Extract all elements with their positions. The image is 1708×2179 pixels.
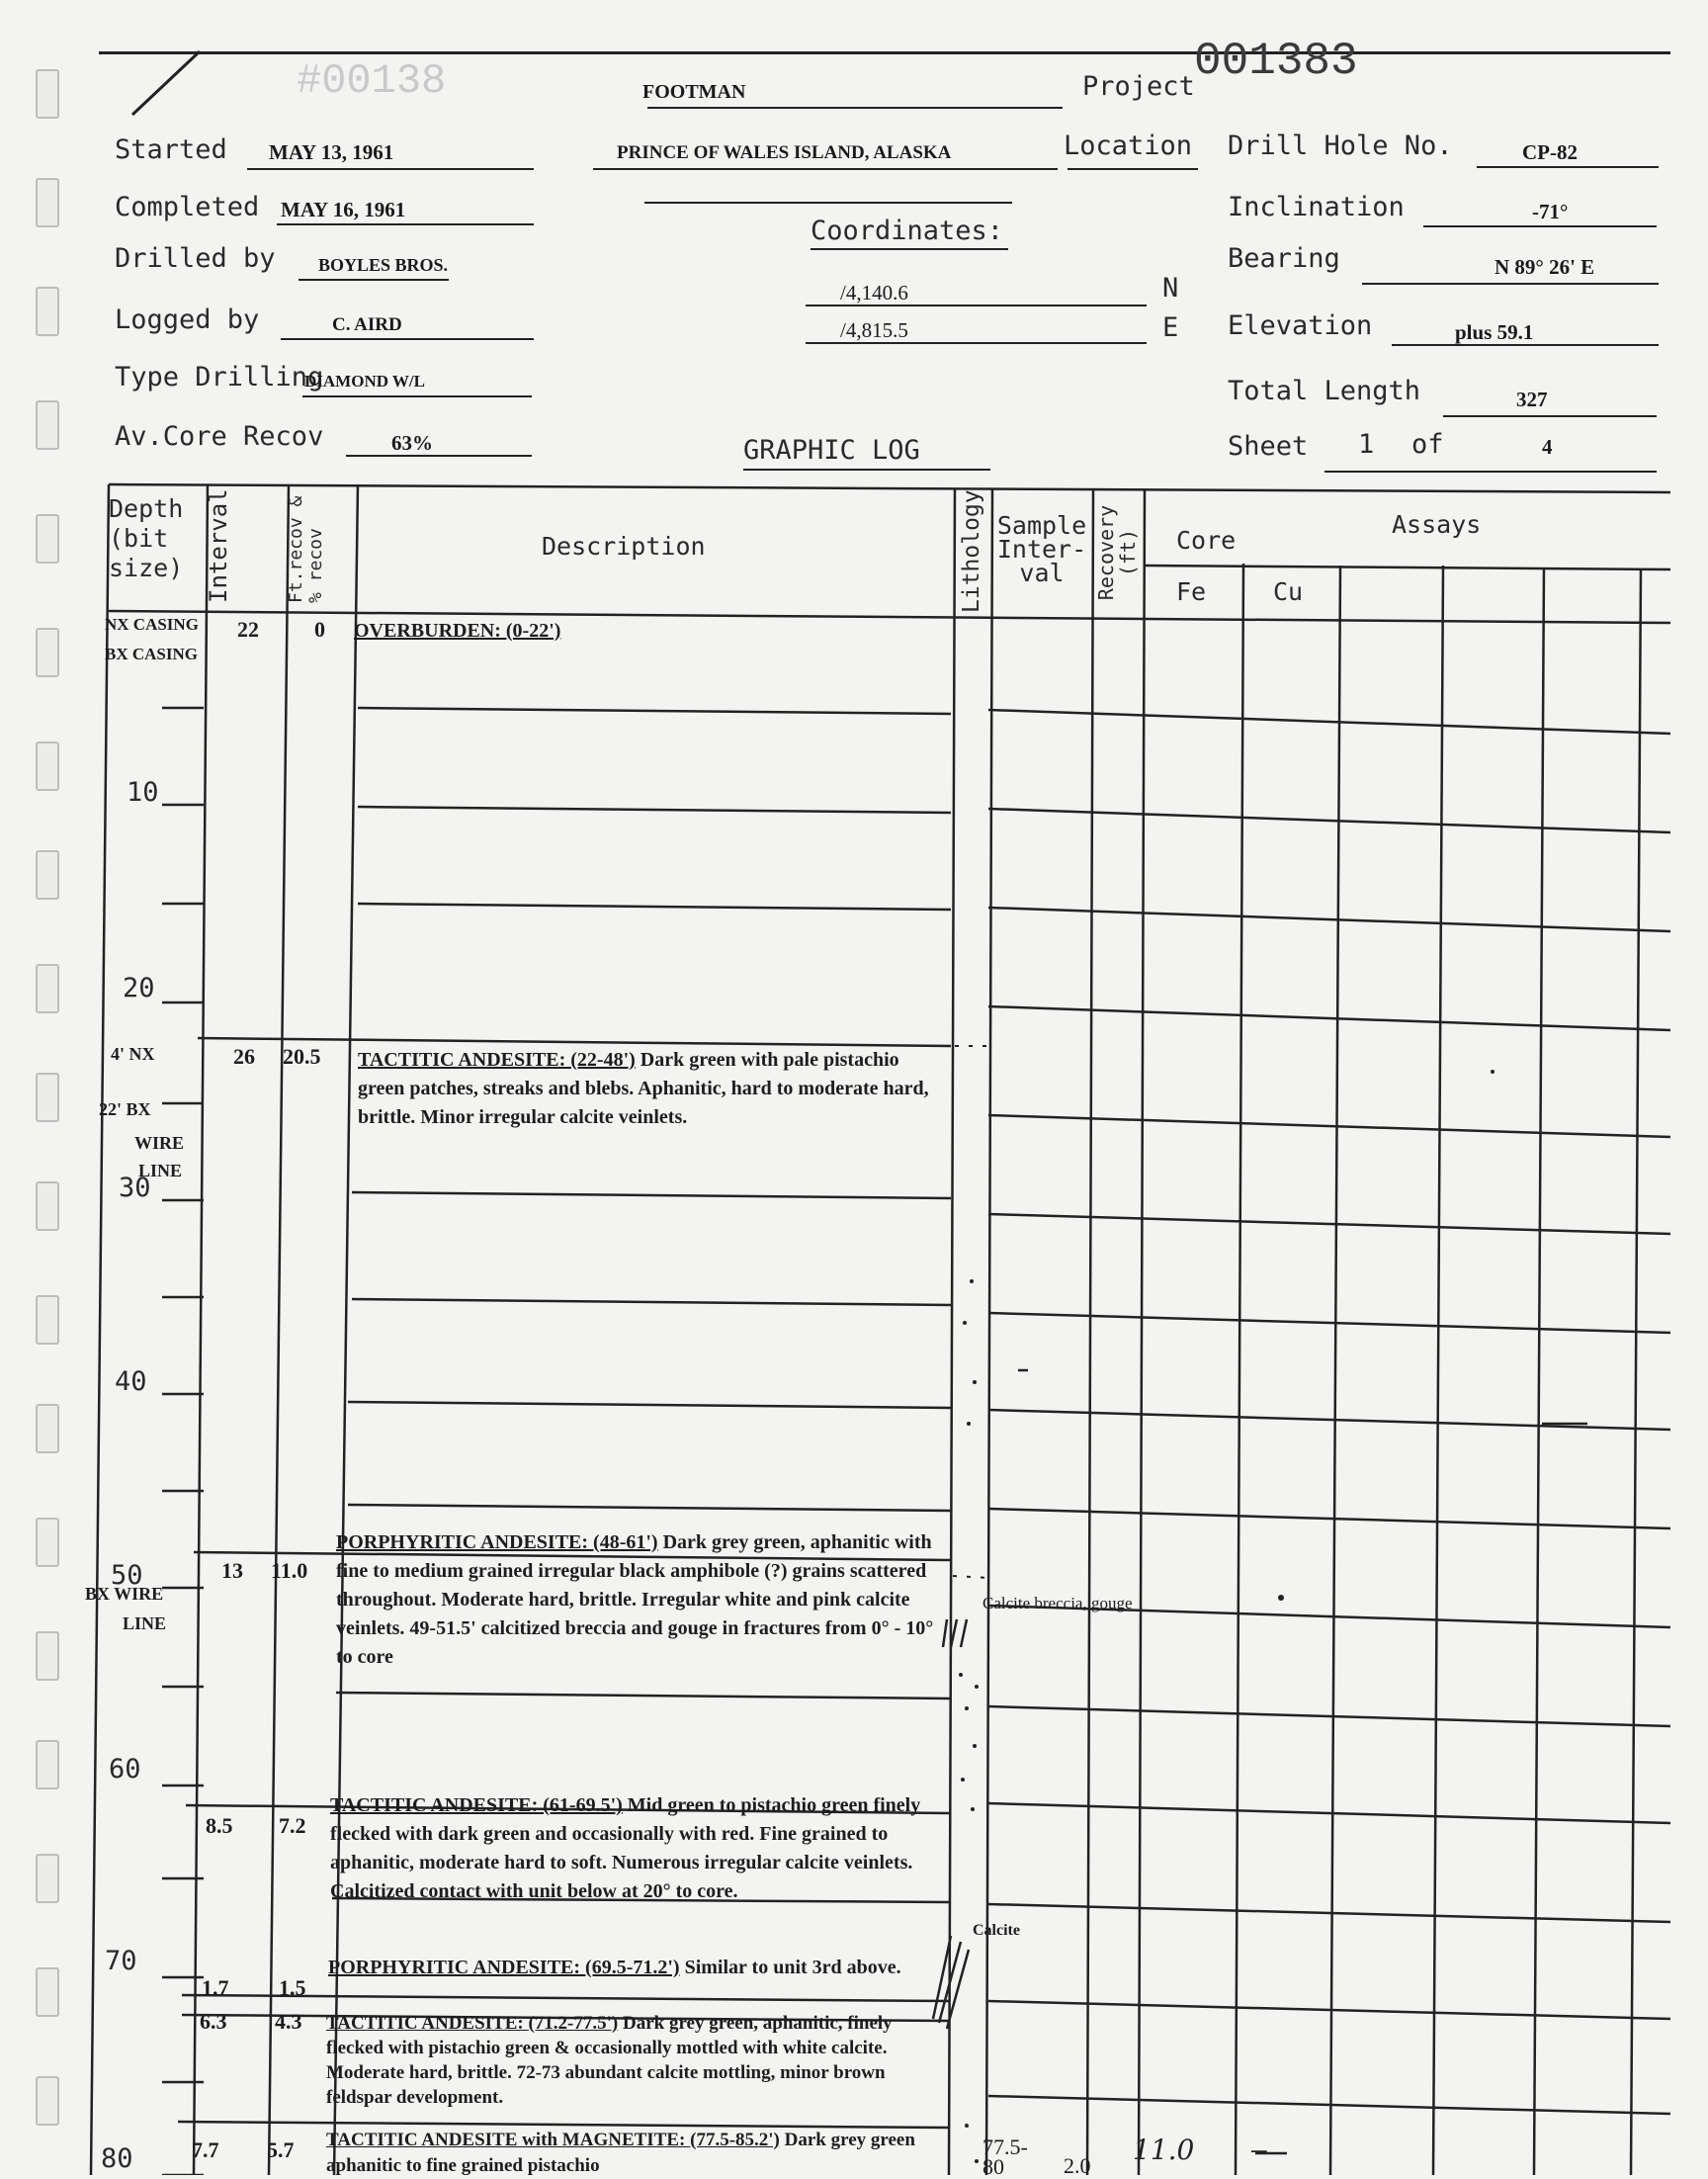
unit-text: Mid green to pistachio green finely flecked with dark green and occasionally with red. Fine grained to aphanitic, moderate hard to soft. Numerous irregular calcite veinlets. Calcitized contact with unit below at 20° to core. xyxy=(330,1794,921,1902)
faint-stamp-number: #00138 xyxy=(297,57,447,105)
col-fe-header: Fe xyxy=(1176,577,1207,606)
col-description-header: Description xyxy=(542,532,706,561)
unit-title: TACTITIC ANDESITE: (22-48') xyxy=(358,1049,636,1071)
sample-note: Calcite xyxy=(973,1922,1020,1939)
project-label: Project xyxy=(1082,71,1195,102)
type-drilling-label: Type Drilling xyxy=(115,362,324,392)
unit-description xyxy=(326,2128,939,2179)
core-recov-value: 63% xyxy=(391,431,433,455)
unit-title: TACTITIC ANDESITE with MAGNETITE: (77.5-85.2') xyxy=(326,2130,780,2150)
bit-note: LINE xyxy=(123,1613,167,1633)
recov-value: 0 xyxy=(314,617,325,642)
sheet-number: 1 xyxy=(1358,429,1375,460)
elevation-label: Elevation xyxy=(1228,310,1373,341)
bit-note: WIRE xyxy=(134,1133,185,1153)
graphic-log-label: GRAPHIC LOG xyxy=(743,435,920,466)
recovery-value: 2.0 xyxy=(1064,2153,1091,2178)
depth-tick: 60 xyxy=(109,1754,141,1785)
total-length-label: Total Length xyxy=(1228,376,1421,406)
col-depth-header: Depth (bit size) xyxy=(109,494,184,582)
of-label: of xyxy=(1411,429,1444,460)
unit-description xyxy=(358,1046,951,1132)
fe-assay-value: 11.0 xyxy=(1133,2134,1195,2166)
depth-tick: 40 xyxy=(115,1366,147,1397)
unit-text: Dark grey green, aphanitic with fine to medium grained irregular black amphibole (?) grains scattered throughout. Moderate hard, brittle. Irregular white and pink calcite veinlets. 49-51.5' calcitized breccia and gouge in fractures from 0° - 10° to core xyxy=(336,1531,934,1668)
bearing-label: Bearing xyxy=(1228,243,1340,274)
coord-n-label: N xyxy=(1162,273,1179,304)
location-value: PRINCE OF WALES ISLAND, ALASKA xyxy=(617,142,952,163)
drill-hole-value: CP-82 xyxy=(1522,140,1578,164)
unit-text: Similar to unit 3rd above. xyxy=(684,1957,901,1978)
col-lithology-header: Lithology xyxy=(959,489,984,613)
total-length-value: 327 xyxy=(1516,388,1548,411)
completed-label: Completed xyxy=(115,192,260,222)
drilled-by-label: Drilled by xyxy=(115,243,276,274)
interval-value: 22 xyxy=(237,617,259,642)
col-sample-interval-header: Sample Inter-val xyxy=(996,511,1087,587)
interval-value: 1.7 xyxy=(202,1975,229,2000)
unit-text: Dark grey green aphanitic to fine grained pistachio xyxy=(326,2130,915,2176)
coord-e-value: /4,815.5 xyxy=(840,318,908,342)
logged-by-value: C. AIRD xyxy=(332,314,402,335)
unit-title: PORPHYRITIC ANDESITE: (48-61') xyxy=(336,1531,658,1553)
depth-tick: 30 xyxy=(119,1173,151,1203)
started-value: MAY 13, 1961 xyxy=(269,140,394,164)
interval-value: 8.5 xyxy=(206,1813,233,1838)
coordinates-label: Coordinates: xyxy=(811,216,1004,246)
recov-value: 5.7 xyxy=(267,2137,295,2162)
depth-tick: 50 xyxy=(111,1560,143,1591)
unit-title: OVERBURDEN: (0-22') xyxy=(354,620,561,642)
col-cu-header: Cu xyxy=(1273,577,1304,606)
sample-note: Calcite breccia, gouge xyxy=(982,1594,1133,1612)
col-interval-header: Interval xyxy=(205,488,232,603)
drill-hole-label: Drill Hole No. xyxy=(1228,131,1453,161)
bearing-value: N 89° 26' E xyxy=(1494,255,1595,279)
unit-description xyxy=(328,1954,941,1982)
interval-value: 6.3 xyxy=(200,2009,227,2034)
unit-text: Dark green with pale pistachio green patches, streaks and blebs. Aphanitic, hard to moderate hard, brittle. Minor irregular calcite veinlets. xyxy=(358,1049,929,1128)
depth-tick: 80 xyxy=(101,2143,133,2174)
recov-value: 20.5 xyxy=(283,1044,321,1069)
completed-value: MAY 16, 1961 xyxy=(281,198,406,221)
type-drilling-value: DIAMOND W/L xyxy=(304,372,425,391)
drilled-by-value: BOYLES BROS. xyxy=(318,255,449,275)
bit-note: 22' BX xyxy=(99,1099,151,1119)
recov-value: 11.0 xyxy=(271,1558,308,1583)
coord-e-label: E xyxy=(1162,312,1179,343)
interval-value: 26 xyxy=(233,1044,255,1069)
depth-tick: 10 xyxy=(127,777,159,808)
recov-value: 1.5 xyxy=(279,1975,306,2000)
elevation-value: plus 59.1 xyxy=(1455,320,1534,344)
unit-description xyxy=(326,2011,941,2110)
depth-tick: 70 xyxy=(105,1946,137,1976)
started-label: Started xyxy=(115,134,227,165)
recov-value: 4.3 xyxy=(275,2009,302,2034)
project-number: 001383 xyxy=(1194,36,1358,87)
recov-value: 7.2 xyxy=(279,1813,306,1838)
bit-note: NX CASING xyxy=(105,615,199,634)
bit-note: LINE xyxy=(138,1161,183,1180)
inclination-label: Inclination xyxy=(1228,192,1405,222)
depth-tick: 20 xyxy=(123,973,155,1003)
interval-value: 13 xyxy=(221,1558,243,1583)
sample-interval-value: 77.5-80 xyxy=(982,2135,1028,2179)
bit-note: BX WIRE xyxy=(85,1584,164,1604)
unit-title: TACTITIC ANDESITE: (61-69.5') xyxy=(330,1794,623,1816)
unit-text: Dark grey green, aphanitic, finely flecked with pistachio green & occasionally mottled with white calcite. Moderate hard, brittle. 72-73 abundant calcite mottling, minor brown feldspar development. xyxy=(326,2013,893,2108)
sheet-total: 4 xyxy=(1542,435,1553,459)
logged-by-label: Logged by xyxy=(115,305,260,335)
cu-assay-value: — xyxy=(1251,2135,1267,2165)
unit-title: PORPHYRITIC ANDESITE: (69.5-71.2') xyxy=(328,1957,680,1978)
col-core-header: Core xyxy=(1176,526,1237,555)
core-recov-label: Av.Core Recov xyxy=(115,421,324,452)
inclination-value: -71° xyxy=(1532,200,1569,223)
coord-n-value: /4,140.6 xyxy=(840,281,908,305)
location-label: Location xyxy=(1064,131,1193,161)
interval-value: 7.7 xyxy=(192,2137,219,2162)
unit-description xyxy=(336,1528,941,1672)
col-recovery-header: Recovery (ft) xyxy=(1094,504,1140,601)
unit-description xyxy=(330,1791,943,1906)
col-assays-header: Assays xyxy=(1392,510,1482,539)
unit-title: TACTITIC ANDESITE: (71.2-77.5') xyxy=(326,2013,619,2034)
sheet-label: Sheet xyxy=(1228,431,1309,462)
project-name: FOOTMAN xyxy=(642,81,746,103)
bit-note: 4' NX xyxy=(111,1044,155,1064)
bit-note: BX CASING xyxy=(105,645,198,663)
col-recov-header: Ft.recov & % recov xyxy=(286,495,326,603)
